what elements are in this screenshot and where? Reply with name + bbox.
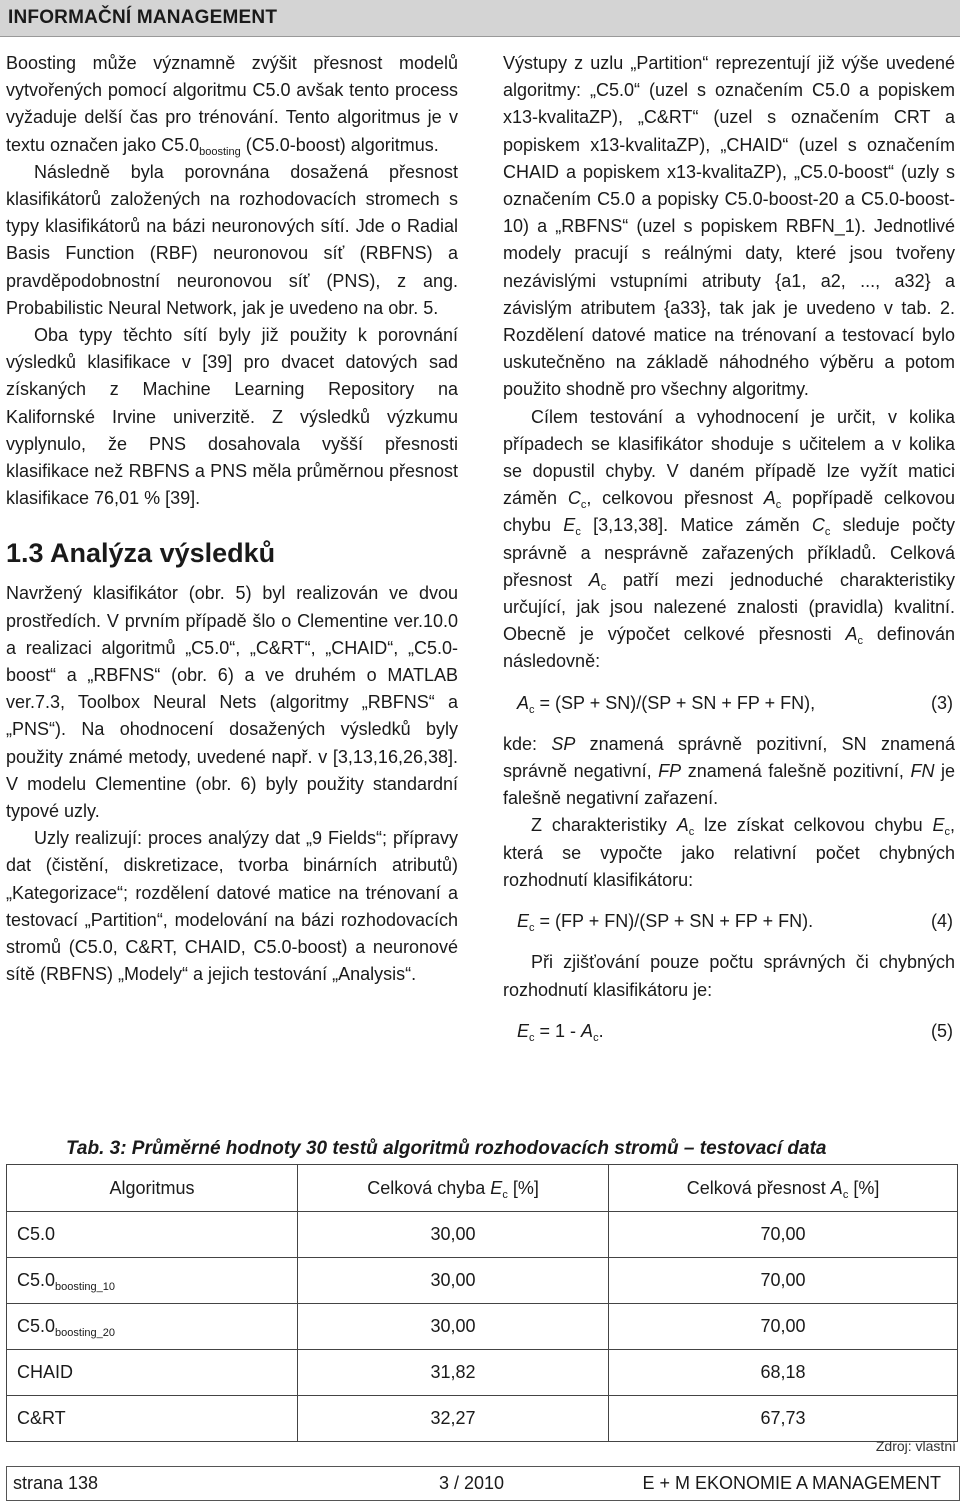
equation-3-number: (3) [931, 692, 953, 713]
cell-error: 30,00 [298, 1212, 609, 1258]
results-table [6, 1164, 958, 1442]
cell-error: 32,27 [298, 1396, 609, 1442]
paragraph-networks: Oba typy těchto sítí byly již použity k porovnání výsledků klasifikace v [39] pro dvacet datových sad získaných z Machine Learning Repository na Kalifornské Irvine univerzitě. Z výsledků výzkumu vyplynulo, že PNS dosahovala vyšší přesnosti klasifikace než RBFNS a PNS měla průměrnou přesnost klasifikace 76,01 % [39]. [6, 325, 458, 509]
table-source: Zdroj: vlastní [875, 1438, 956, 1454]
cell-error: 30,00 [298, 1304, 609, 1350]
header-accuracy: Celková přesnost $A_c$ [%] [609, 1165, 958, 1212]
left-column [6, 50, 458, 989]
cell-accuracy: 68,18 [609, 1350, 958, 1396]
header-algorithm: Algoritmus [7, 1165, 298, 1212]
equation-5 [503, 1018, 955, 1045]
cell-accuracy: 70,00 [609, 1304, 958, 1350]
table-row [7, 1258, 958, 1304]
paragraph-evaluation: Cílem testování a vyhodnocení je určit, v kolika případech se klasifikátor shoduje s učitelem a v kolika se dopustil chyby. V daném případě lze vyžít matici záměn $C_c$, celkovou přesnost $A_c$ popřípadě celkovou chybu $E_c$ [3,13,38]. Matice záměn $C_c$ sleduje počty správně a nesprávně zařazených příkladů. Celková přesnost $A_c$ patří mezi jednoduché charakteristiky určující, jak jsou nalezené znalosti (pravidla) kvalitní. Obecně je výpočet celkové přesnosti $A_c$ definován následovně: [503, 406, 955, 672]
paragraph-simple: Při zjišťování pouze počtu správných či chybných rozhodnutí klasifikátoru je: [503, 952, 955, 1000]
cell-algorithm: CHAID [7, 1350, 298, 1396]
paragraph-outputs: Výstupy z uzlu „Partition“ reprezentují již výše uvedené algoritmy: „C5.0“ (uzel s označením C5.0 a popiskem x13-kvalitaZP), „C&RT“ (uzel s označením CRT a popiskem x13-kvalitaZP), „CHAID“ (uzel s označením CHAID a popiskem x13-kvalitaZP), „C5.0-boost“ (uzly s označením C5.0 a popisky C5.0-boost-20 a C5.0-boost-10) a „RBFNS“ (uzel s popiskem RBFN_1). Jednotlivé modely pracují s reálnými daty, které jsou tvořeny nezávislými vstupními atributy {a1, a2, ..., a32} a závislým atributem {a33}, tak jak je uvedeno v tab. 2. Rozdělení datové matice na trénovaní a testovací bylo uskutečněno na základě náhodného výběru a potom použito shodně pro všechny algoritmy. [503, 53, 955, 400]
page-footer [6, 1466, 960, 1501]
cell-error: 31,82 [298, 1350, 609, 1396]
journal-name: E + M EKONOMIE A MANAGEMENT [642, 1473, 941, 1493]
cell-accuracy: 67,73 [609, 1396, 958, 1442]
cell-error: 30,00 [298, 1258, 609, 1304]
equation-5-body: $E_c = 1 - A_c$. [517, 1020, 604, 1044]
equation-5-number: (5) [931, 1020, 953, 1041]
paragraph-comparison: Následně byla porovnána dosažená přesnost klasifikátorů založených na rozhodovacích stromech s typy klasifikátorů na bázi neuronových sítí. Jde o Radial Basis Function (RBF) neuronovou síť (RBFNS) a pravděpodobnostní neuronovou síť (PNS), z ang. Probabilistic Neural Network, jak je uvedeno na obr. 5. [6, 161, 458, 318]
section-title: INFORMAČNÍ MANAGEMENT [8, 7, 278, 28]
equation-4 [503, 908, 955, 935]
paragraph-nodes: Uzly realizují: proces analýzy dat „9 Fields“; přípravy dat (čistění, diskretizace, tvorba binárních atributů) „Kategorizace“; rozdělení datové matice na trénovaní a testovací „Partition“, modelování na bázi rozhodovacích stromů (C5.0, C&RT, CHAID, C5.0-boost) a neuronové sítě (RBFNS) „Modely“ a jejich testování „Analysis“. [6, 828, 458, 985]
table-row [7, 1396, 958, 1442]
paragraph-boosting: Boosting může významně zvýšit přesnost modelů vytvořených pomocí algoritmu C5.0 avšak tento process vyžaduje delší čas pro trénování. Tento algoritmus je v textu označen jako $C5.0_{boosting}$ (C5.0-boost) algoritmus. [6, 53, 458, 158]
paragraph-implementation: Navržený klasifikátor (obr. 5) byl realizován ve dvou prostředích. V prvním případě šlo o Clementine ver.10.0 a realizaci algoritmů „C5.0“, „C&RT“, „CHAID“, „C5.0-boost“ a „RBFNS“ (obr. 6) a ve druhém o MATLAB ver.7.3, Toolbox Neural Nets (algoritmy „RBFNS“ a „PNS“). Na ohodnocení dosažených výsledků byly použity známé metody, uvedené např. v [3,13,16,26,38]. V modelu Clementine (obr. 6) byly použity standardní typové uzly. [6, 583, 458, 822]
equation-4-number: (4) [931, 911, 953, 932]
cell-algorithm: C&RT [7, 1396, 298, 1442]
cell-algorithm: $C5.0_{boosting\_20}$ [7, 1304, 298, 1350]
cell-accuracy: 70,00 [609, 1258, 958, 1304]
cell-algorithm: $C5.0_{boosting\_10}$ [7, 1258, 298, 1304]
equation-4-body: $E_c = (FP + FN)/(SP$ + SN + FP + FN). [517, 911, 814, 935]
right-column [503, 50, 955, 1059]
table-row [7, 1350, 958, 1396]
section-heading: 1.3 Analýza výsledků [6, 538, 276, 569]
paragraph-error: Z charakteristiky $A_c$ lze získat celkovou chybu $E_c$, která se vypočte jako relativní počet chybných rozhodnutí klasifikátoru: [503, 815, 956, 890]
table-row [7, 1304, 958, 1350]
cell-accuracy: 70,00 [609, 1212, 958, 1258]
equation-3 [503, 690, 955, 717]
table-caption: Tab. 3: Průměrné hodnoty 30 testů algoritmů rozhodovacích stromů – testovací data [66, 1138, 827, 1159]
header-error: Celková chyba $E_c$ [%] [298, 1165, 609, 1212]
issue-number: 3 / 2010 [439, 1473, 505, 1493]
paragraph-definitions: kde: SP znamená správně pozitivní, SN znamená správně negativní, FP znamená falešně pozitivní, FN je falešně negativní zařazení. [503, 733, 955, 809]
table-row [7, 1212, 958, 1258]
cell-algorithm: C5.0 [7, 1212, 298, 1258]
page-number: strana 138 [13, 1473, 99, 1493]
equation-3-body: $A_c = (SP + SN)/(SP$ + SN + FP + FN), [517, 692, 816, 716]
running-header [0, 0, 960, 37]
table-header-row [7, 1165, 958, 1212]
